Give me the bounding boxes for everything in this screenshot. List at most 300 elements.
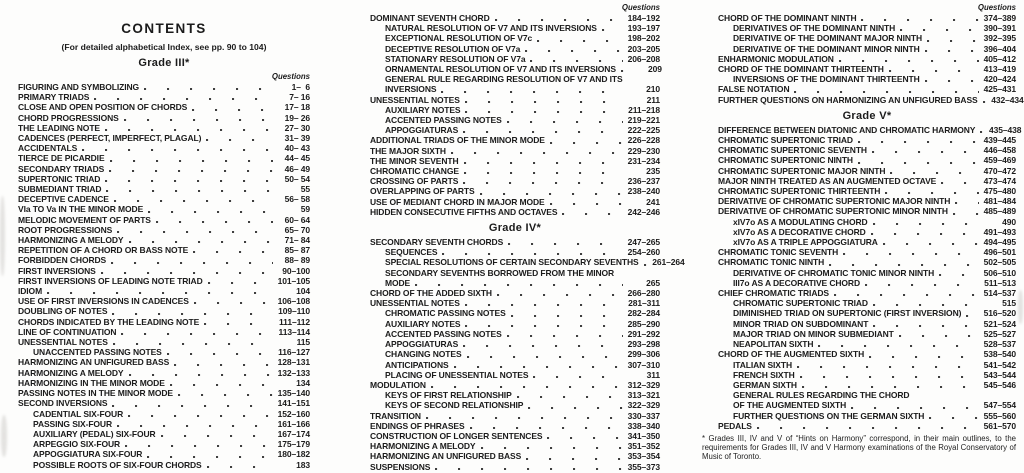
toc-entry-title: OF THE AUGMENTED SIXTH (733, 400, 847, 411)
question-numbers: 206–208 (627, 53, 660, 64)
leader-dots (941, 182, 979, 184)
toc-entry (370, 308, 660, 318)
toc-entry (18, 317, 310, 327)
toc-entry (370, 54, 660, 64)
question-numbers: 247–265 (627, 237, 660, 248)
toc-entry-title: FIRST INVERSIONS OF LEADING NOTE TRIAD (18, 275, 203, 286)
leader-dots (511, 315, 623, 317)
leader-dots (194, 302, 273, 304)
question-numbers: 261–264 (652, 257, 685, 268)
question-numbers: 109–110 (278, 306, 310, 317)
toc-entry-title: CHROMATIC TONIC NINTH (718, 257, 825, 268)
toc-entry (370, 156, 660, 166)
leader-dots (464, 162, 623, 164)
toc-entry-title: SUSPENSIONS (370, 461, 431, 472)
toc-entry (718, 227, 1016, 237)
question-numbers: 183 (296, 459, 310, 470)
toc-sections (370, 3, 685, 472)
toc-entry-title: CHROMATIC PASSING NOTES (385, 308, 506, 319)
toc-entry (718, 94, 1024, 105)
question-numbers: 17– 18 (284, 102, 310, 113)
leader-dots (144, 88, 273, 90)
question-numbers: 351–352 (627, 441, 660, 452)
toc-entry (370, 176, 660, 186)
question-numbers: 405–412 (983, 53, 1016, 64)
question-numbers: 50– 54 (284, 173, 310, 184)
question-numbers: 59 (300, 204, 310, 215)
leader-dots (94, 98, 273, 100)
question-numbers: 293–298 (627, 339, 660, 350)
question-numbers: 291–292 (627, 328, 660, 339)
toc-entry (718, 349, 1016, 359)
leader-dots (121, 333, 273, 335)
leader-dots (129, 374, 273, 376)
toc-entry (18, 378, 310, 388)
leader-dots (621, 70, 625, 72)
toc-entry (18, 296, 310, 306)
leader-dots (82, 149, 273, 151)
question-numbers: 1– 6 (291, 82, 310, 92)
question-numbers: 7– 16 (289, 92, 310, 103)
toc-sections (18, 57, 310, 470)
question-numbers: 491–493 (983, 226, 1016, 237)
toc-entry (370, 247, 660, 257)
question-numbers: 374–389 (983, 13, 1016, 23)
question-numbers: 413–419 (983, 64, 1016, 75)
toc-entry (18, 286, 310, 296)
question-numbers: 231–234 (627, 155, 660, 166)
question-numbers: 135–140 (277, 388, 310, 399)
toc-entry-title: APPOGGIATURA SIX-FOUR (33, 449, 143, 460)
toc-entry-title: SECONDARY SEVENTHS BORROWED FROM THE MINOR (385, 267, 615, 278)
toc-entry (718, 360, 1016, 370)
leader-dots (530, 60, 623, 62)
toc-entry-title: CHROMATIC SUPERTONIC TRIAD (733, 298, 868, 309)
toc-column-2 (370, 0, 685, 473)
toc-entry (370, 105, 660, 115)
toc-entry-title: CLOSE AND OPEN POSITION OF CHORDS (18, 102, 188, 113)
toc-entry (718, 33, 1016, 43)
question-numbers: 355–373 (627, 461, 660, 472)
leader-dots (465, 325, 623, 327)
toc-entry-title: xIV7o AS A MODULATING CHORD (733, 216, 868, 227)
toc-entry (370, 380, 660, 390)
toc-entry-title: GERMAN SIXTH (733, 379, 797, 390)
toc-entry-title: MINOR TRIAD ON SUBDOMINANT (733, 318, 869, 329)
toc-entry (718, 23, 1016, 33)
leader-dots (797, 366, 979, 368)
toc-entry (718, 237, 1016, 247)
leader-dots (900, 29, 979, 31)
leader-dots (899, 335, 979, 337)
contents-header (18, 21, 310, 52)
question-numbers: 515 (1002, 298, 1016, 309)
toc-entry-title: SEQUENCES (385, 247, 438, 258)
leader-dots (526, 458, 623, 460)
toc-entry (370, 349, 660, 359)
toc-entry-title: GENERAL RULES REGARDING THE CHORD (733, 390, 910, 401)
toc-entry (18, 398, 310, 408)
question-numbers: 545–546 (983, 379, 1016, 390)
question-numbers: 175–179 (277, 439, 310, 450)
leader-dots (927, 40, 979, 42)
index-note: (For detailed alphabetical Index, see pp. 90 to 104) (61, 42, 267, 52)
leader-dots (435, 468, 623, 470)
question-numbers: 265 (646, 277, 660, 288)
leader-dots (204, 323, 273, 325)
leader-dots (129, 241, 273, 243)
leader-dots (865, 284, 979, 286)
toc-entry (18, 164, 310, 174)
toc-entry-title: NEAPOLITAN SIXTH (733, 339, 814, 350)
toc-entry (18, 174, 310, 184)
toc-entry-title: HARMONIZING A MELODY (18, 235, 124, 246)
toc-entry (18, 409, 310, 419)
leader-dots (861, 19, 979, 21)
question-numbers: 242–246 (627, 206, 660, 217)
toc-entry (18, 82, 310, 92)
leader-dots (528, 407, 623, 409)
toc-entry-title: KEYS OF SECOND RELATIONSHIP (385, 400, 524, 411)
leader-dots (110, 160, 273, 162)
toc-entry-title: CHROMATIC CHANGE (370, 166, 459, 177)
toc-entry-title: DOUBLING OF NOTES (18, 306, 108, 317)
question-numbers: 490 (1002, 216, 1016, 227)
toc-entry-title: III7o AS A DECORATIVE CHORD (733, 277, 861, 288)
toc-entry-title: AUXILIARY (PEDAL) SIX-FOUR (33, 428, 156, 439)
question-numbers: 167–174 (277, 428, 310, 439)
question-numbers: 528–537 (983, 339, 1016, 350)
question-numbers: 446–458 (983, 145, 1016, 156)
toc-entry (370, 257, 685, 268)
toc-entry (718, 166, 1016, 176)
leader-dots (525, 50, 623, 52)
question-numbers: 113–114 (278, 326, 310, 337)
toc-entry (718, 421, 1016, 431)
question-numbers: 211–218 (628, 104, 660, 115)
toc-entry-title: CHROMATIC SUPERTONIC THIRTEENTH (718, 186, 881, 197)
page-title: CONTENTS (121, 21, 207, 36)
question-numbers: 312–329 (627, 379, 660, 390)
toc-entry (370, 84, 660, 94)
toc-entry-title: LINE OF CONTINUATION (18, 326, 117, 337)
toc-entry (370, 23, 660, 33)
question-numbers: 538–540 (983, 349, 1016, 360)
toc-entry-title: HARMONIZING IN THE MINOR MODE (18, 377, 165, 388)
leader-dots (953, 213, 979, 215)
toc-entry (370, 44, 660, 54)
toc-entry-title: xIV7o AS A TRIPLE APPOGGIATURA (733, 237, 878, 248)
toc-entry (18, 133, 310, 143)
toc-entry-title: KEYS OF FIRST RELATIONSHIP (385, 390, 512, 401)
toc-entry-title: ARPEGGIO SIX-FOUR (33, 439, 121, 450)
toc-entry (370, 166, 660, 176)
question-numbers: 266–280 (627, 288, 660, 299)
toc-entry (370, 186, 660, 196)
leader-dots (47, 292, 273, 294)
leader-dots (890, 172, 979, 174)
question-numbers: 330–337 (627, 410, 660, 421)
toc-entry-title: HARMONIZING AN UNFIGURED BASS (370, 451, 522, 462)
toc-entry-title: DERIVATIVE OF CHROMATIC SUPERTONIC MAJOR NINTH (718, 196, 951, 207)
question-numbers: 341–350 (627, 430, 660, 441)
question-numbers: 481–484 (983, 196, 1016, 207)
toc-entry (718, 257, 1016, 267)
toc-entry-title: CHROMATIC SUPERTONIC MAJOR NINTH (718, 165, 886, 176)
toc-entry (718, 339, 1016, 349)
toc-entry-title: CHANGING NOTES (385, 349, 462, 360)
question-numbers: 111–112 (279, 316, 310, 327)
leader-dots (156, 221, 273, 223)
question-numbers: 485–489 (983, 206, 1016, 217)
question-numbers: 203–205 (627, 43, 660, 54)
grade-heading: Grade IV* (488, 222, 542, 235)
toc-entry (370, 125, 660, 135)
leader-dots (858, 141, 979, 143)
toc-entry-title: USE OF MEDIANT CHORD IN MAJOR MODE (370, 196, 545, 207)
toc-entry-title: TRANSITION (370, 410, 421, 421)
toc-entry (718, 124, 1022, 135)
question-numbers: 219–221 (627, 115, 660, 126)
toc-entry (18, 306, 310, 316)
leader-dots (161, 435, 273, 437)
leader-dots (463, 182, 623, 184)
toc-entry (718, 329, 1016, 339)
question-numbers: 115 (296, 337, 310, 348)
question-numbers: 116–127 (278, 347, 310, 358)
leader-dots (925, 80, 979, 82)
question-numbers: 516–520 (983, 308, 1016, 319)
question-numbers: 180–182 (277, 449, 310, 460)
scan-artifact (0, 196, 5, 276)
toc-entry (18, 439, 310, 449)
footnote: * Grades III, IV and V of “Hints on Harmony” correspond, in their main outlines, to the requirements for Grades III, IV and V Harmony examinations of the Royal Conservatory of Music of Toronto. (702, 433, 1016, 461)
leader-dots (193, 251, 273, 253)
toc-entry-title: USE OF FIRST INVERSIONS IN CADENCES (18, 296, 189, 307)
leader-dots (464, 172, 623, 174)
toc-entry-title: STATIONARY RESOLUTION OF V7a (385, 53, 526, 64)
toc-entry (718, 411, 1016, 421)
question-numbers: 390–391 (983, 23, 1016, 34)
question-numbers: 475–480 (983, 186, 1016, 197)
toc-entry (18, 235, 310, 245)
leader-dots (834, 294, 979, 296)
question-numbers: 90–100 (282, 265, 310, 276)
toc-entry-title: SECOND INVERSIONS (18, 398, 108, 409)
toc-entry (370, 370, 660, 380)
question-numbers: 235 (646, 166, 660, 177)
toc-entry-title: DERIVATIVE OF THE DOMINANT MAJOR NINTH (733, 33, 923, 44)
toc-entry (18, 419, 310, 429)
toc-entry-title: VIa TO Va IN THE MINOR MODE (18, 204, 144, 215)
leader-dots (117, 231, 273, 233)
toc-entry (718, 319, 1016, 329)
toc-entry-title: ACCIDENTALS (18, 143, 78, 154)
question-numbers: 299–306 (627, 349, 660, 360)
toc-entry-title: ITALIAN SIXTH (733, 359, 792, 370)
toc-entry-title: GENERAL RULE REGARDING RESOLUTION OF V7 AND ITS (385, 74, 623, 85)
leader-dots (873, 304, 979, 306)
leader-dots (537, 40, 623, 42)
toc-entry-title: HARMONIZING A MELODY (370, 441, 476, 452)
question-numbers: 210 (646, 84, 660, 95)
leader-dots (101, 272, 273, 274)
toc-entry-title: xIV7o AS A DECORATIVE CHORD (733, 226, 866, 237)
question-numbers: 40– 43 (284, 143, 310, 154)
question-numbers: 439–445 (983, 135, 1016, 146)
toc-entry-title: MODE (385, 277, 411, 288)
toc-entry (370, 146, 660, 156)
question-numbers: 229–230 (627, 145, 660, 156)
toc-entry (718, 44, 1016, 54)
leader-dots (602, 29, 623, 31)
question-numbers: 459–469 (983, 155, 1016, 166)
question-numbers: 561–570 (983, 420, 1016, 431)
leader-dots (829, 264, 979, 266)
toc-entry-title: CHORD OF THE DOMINANT THIRTEENTH (718, 64, 884, 75)
questions-column-label: Questions (271, 72, 310, 81)
toc-entry (718, 196, 1016, 206)
toc-entry-title: HIDDEN CONSECUTIVE FIFTHS AND OCTAVES (370, 206, 558, 217)
question-numbers: 27– 30 (284, 122, 310, 133)
toc-entry-title: ADDITIONAL TRIADS OF THE MINOR MODE (370, 135, 545, 146)
leader-dots (105, 129, 273, 131)
question-numbers: 56– 58 (284, 194, 310, 205)
toc-entry (718, 278, 1016, 288)
toc-entry-title: PRIMARY TRIADS (18, 92, 90, 103)
toc-entry (18, 347, 310, 357)
question-numbers: 193–197 (627, 23, 660, 34)
toc-entry (718, 13, 1016, 23)
question-numbers: 506–510 (983, 267, 1016, 278)
toc-sections (718, 3, 1024, 431)
toc-entry (370, 115, 660, 125)
question-numbers: 60– 64 (284, 214, 310, 225)
toc-entry-title: ENHARMONIC MODULATION (718, 53, 834, 64)
leader-dots (426, 417, 623, 419)
toc-entry (370, 411, 660, 421)
toc-entry-title: SUBMEDIANT TRIAD (18, 184, 102, 195)
question-numbers: 281–311 (628, 298, 660, 309)
toc-entry-title: CHORDS INDICATED BY THE LEADING NOTE (18, 316, 200, 327)
toc-entry (18, 460, 310, 470)
leader-dots (148, 211, 273, 213)
toc-entry-title: CHROMATIC SUPERTONIC TRIAD (718, 135, 853, 146)
toc-entry (370, 441, 660, 451)
question-numbers: 555–560 (983, 410, 1016, 421)
toc-entry-title: DIMINISHED TRIAD ON SUPERTONIC (FIRST INVERSION) (733, 308, 962, 319)
question-numbers: 238–240 (627, 186, 660, 197)
toc-entry (18, 225, 310, 235)
question-numbers: 521–524 (983, 318, 1016, 329)
leader-dots (562, 213, 623, 215)
leader-dots (451, 152, 623, 154)
toc-entry-title: APPOGGIATURAS (385, 125, 459, 136)
leader-dots (170, 384, 273, 386)
leader-dots (939, 274, 979, 276)
question-numbers: 85– 87 (284, 245, 310, 256)
leader-dots (869, 356, 979, 358)
toc-entry-title: SPECIAL RESOLUTIONS OF CERTAIN SECONDARY SEVENTHS (385, 257, 639, 268)
toc-entry (18, 204, 310, 214)
toc-entry-title: CHROMATIC SUPERTONIC SEVENTH (718, 145, 867, 156)
leader-dots (442, 253, 623, 255)
toc-entry (370, 431, 660, 441)
toc-entry-title: TIERCE DE PICARDIE (18, 153, 105, 164)
toc-entry (18, 215, 310, 225)
toc-entry-title: UNESSENTIAL NOTES (370, 298, 460, 309)
toc-entry (18, 368, 310, 378)
toc-column-1 (18, 0, 310, 473)
question-numbers: 46– 49 (284, 163, 310, 174)
toc-entry (370, 400, 660, 410)
toc-entry-title: OVERLAPPING OF PARTS (370, 186, 475, 197)
question-numbers: 132–133 (277, 367, 310, 378)
toc-entry-title: ACCENTED PASSING NOTES (385, 328, 502, 339)
leader-dots (463, 131, 623, 133)
toc-entry (718, 308, 1016, 318)
question-numbers: 392–395 (983, 33, 1016, 44)
question-numbers: 338–340 (627, 420, 660, 431)
leader-dots (206, 139, 273, 141)
toc-entry (370, 197, 660, 207)
toc-entry-title: THE MAJOR SIXTH (370, 145, 446, 156)
question-numbers: 420–424 (983, 74, 1016, 85)
toc-entry (370, 451, 660, 461)
leader-dots (481, 447, 623, 449)
toc-entry (718, 380, 1016, 390)
leader-dots (839, 60, 979, 62)
toc-entry (718, 155, 1016, 165)
leader-dots (113, 343, 273, 345)
leader-dots (117, 425, 273, 427)
toc-entry-title: SECONDARY TRIADS (18, 163, 105, 174)
toc-entry (370, 207, 660, 217)
question-numbers: 547–554 (983, 400, 1016, 411)
leader-dots (465, 101, 623, 103)
toc-entry (718, 217, 1016, 227)
question-numbers: 44– 45 (284, 153, 310, 164)
question-numbers: 307–310 (627, 359, 660, 370)
leader-dots (480, 193, 623, 195)
leader-dots (983, 101, 987, 103)
leader-dots (465, 304, 623, 306)
toc-entry-title: HARMONIZING AN UNFIGURED BASS (18, 357, 170, 368)
leader-dots (495, 19, 623, 21)
leader-dots (883, 243, 979, 245)
toc-entry (370, 74, 660, 84)
toc-entry-title: MAJOR TRIAD ON MINOR SUBMEDIANT (733, 328, 894, 339)
question-numbers: 226–228 (627, 135, 660, 146)
question-numbers: 184–192 (627, 13, 660, 23)
toc-entry-title: UNESSENTIAL NOTES (18, 337, 108, 348)
question-numbers: 65– 70 (284, 224, 310, 235)
leader-dots (547, 437, 623, 439)
question-numbers: 470–472 (983, 165, 1016, 176)
toc-entry-title: MODULATION (370, 379, 426, 390)
question-numbers: 525–527 (983, 328, 1016, 339)
toc-entry (718, 288, 1016, 298)
question-numbers: 55 (300, 184, 310, 195)
leader-dots (463, 345, 623, 347)
toc-entry-title: MELODIC MOVEMENT OF PARTS (18, 214, 151, 225)
question-numbers: 396–404 (983, 43, 1016, 54)
toc-entry (370, 462, 660, 472)
leader-dots (517, 396, 623, 398)
toc-entry (370, 288, 660, 298)
toc-entry-title: EXCEPTIONAL RESOLUTION OF V7c (385, 33, 533, 44)
toc-entry-title: CHORD OF THE ADDED SIXTH (370, 288, 492, 299)
